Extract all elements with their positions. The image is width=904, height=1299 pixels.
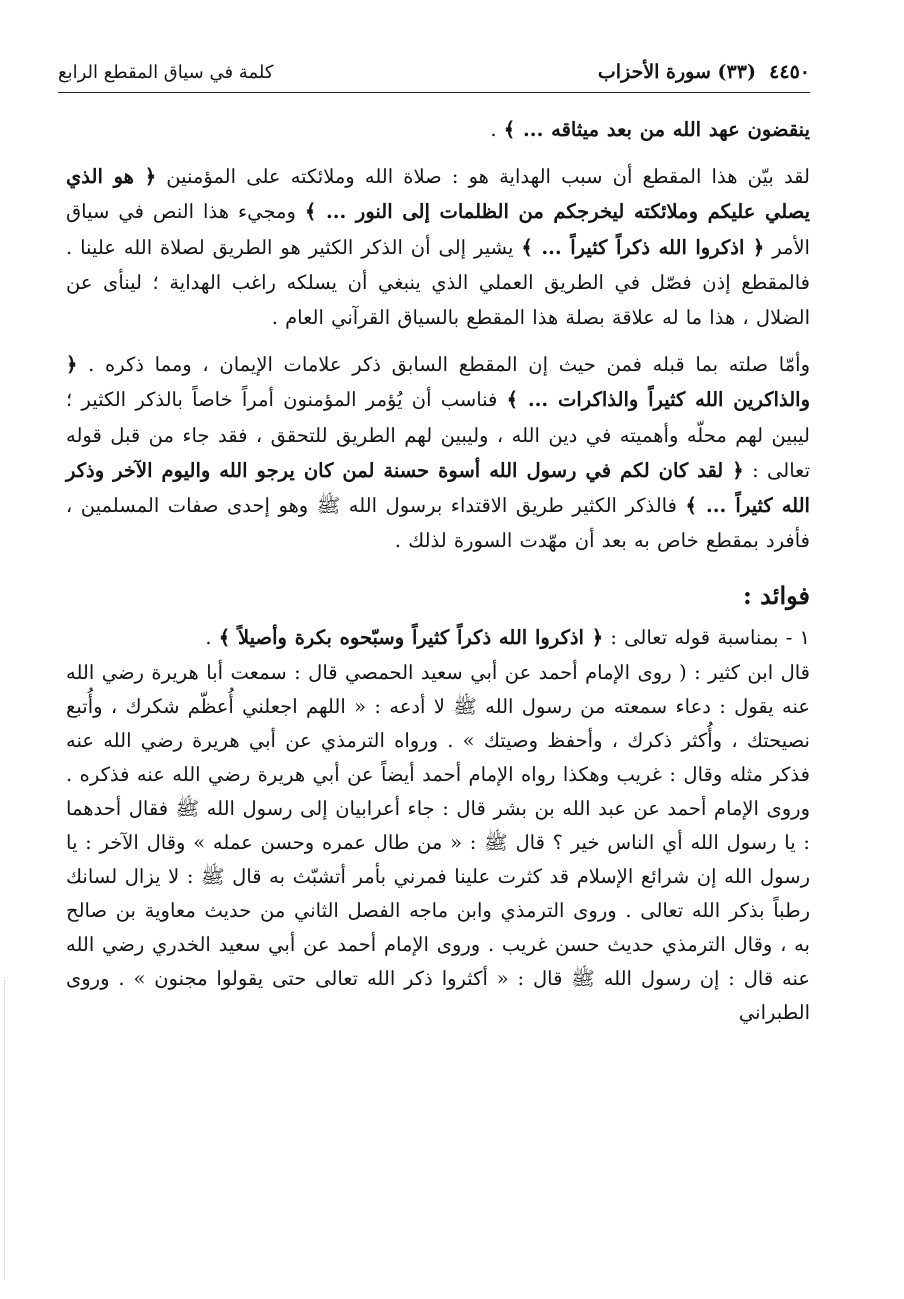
quran-quote: ﴿ والذاكرين الله كثيراً والذاكرات ... ﴾ (66, 353, 810, 412)
surah-reference: (٣٣) سورة الأحزاب (597, 61, 756, 83)
paragraph-guidance (66, 159, 810, 335)
text-run: ومجيء هذا النص في سياق الأمر (66, 200, 810, 259)
page-header-right (598, 61, 810, 83)
spacer (66, 147, 810, 159)
text-run: يشير إلى أن الذكر الكثير هو الطريق لصلاة الله علينا . فالمقطع إذن فصّل في الطريق العملي الذي ينبغي أن يسلكه راغب الهداية ؛ لينأى عن الضلال ، هذا ما له علاقة بصلة هذا المقطع بالسياق القرآني العام . (66, 235, 810, 330)
section-title: كلمة في سياق المقطع الرابع (58, 61, 274, 83)
spacer (66, 335, 810, 347)
margin-dots (4, 980, 7, 1280)
section-heading: فوائد : (742, 581, 810, 611)
text-run: فالذكر الكثير طريق الاقتداء برسول الله ﷺ وهو إحدى صفات المسلمين ، فأفرد بمقطع خاص به بعد أن مهّدت السورة لذلك . (66, 494, 810, 553)
text-run: فناسب أن يُؤمر المؤمنون أمراً خاصاً بالذكر الكثير ؛ ليبين لهم محلّه وأهميته في دين الله ، وليبين لهم الطريق للتحقق ، فقد جاء من قبل قوله تعالى : (66, 388, 811, 482)
page-number: ٤٤٥٠ (769, 61, 810, 83)
benefit-item-1 (66, 620, 810, 655)
header-rule (58, 92, 810, 93)
quran-quote: ﴿ لقد كان لكم في رسول الله أسوة حسنة لمن كان يرجو الله واليوم الآخر وذكر الله كثيراً ... ﴾ (66, 458, 810, 518)
quran-quote: ينقضون عهد الله من بعد ميثاقه ... ﴾ (503, 118, 810, 141)
text-run: ١ - بمناسبة قوله تعالى : (603, 626, 810, 650)
text-run: قال ابن كثير : ( روى الإمام أحمد عن أبي سعيد الحمصي قال : سمعت أبا هريرة رضي الله عنه يقول : دعاء سمعته من رسول الله ﷺ لا أدعه : « اللهم اجعلني أُعظّم شكرك ، وأُتبع نصيحتك ، وأُكثر ذكرك ، وأحفظ وصيتك » . ورواه الترمذي عن أبي هريرة رضي الله عنه فذكر مثله وقال : غريب وهكذا رواه الإمام أحمد أيضاً عن أبي هريرة رضي الله عنه فذكره . وروى الإمام أحمد عن عبد الله بن بشر قال : جاء أعرابيان إلى رسول الله ﷺ فقال أحدهما : يا رسول الله أي الناس خير ؟ قال ﷺ : « من طال عمره وحسن عمله » وقال الآخر : يا رسول الله إن شرائع الإسلام قد كثرت علينا فمرني بأمر أتشبّث به قال ﷺ : لا يزال لسانك رطباً بذكر الله تعالى . وروى الترمذي وابن ماجه الفصل الثاني من حديث معاوية بن صالح به ، وقال الترمذي حديث حسن غريب . وروى الإمام أحمد عن أبي سعيد الخدري رضي الله عنه قال : إن رسول الله ﷺ قال : « أكثروا ذكر الله تعالى حتى يقولوا مجنون » . وروى الطبراني (66, 660, 810, 1024)
quran-quote: ﴿ اذكروا الله ذكراً كثيراً ... ﴾ (521, 235, 765, 259)
text-run: وأمّا صلته بما قبله فمن حيث إن المقطع السابق ذكر علامات الإيمان ، ومما ذكره . (77, 353, 810, 377)
text-run: لقد بيّن هذا المقطع أن سبب الهداية هو : صلاة الله وملائكته على المؤمنين (156, 165, 810, 189)
running-header (58, 54, 810, 90)
paragraph-context (66, 347, 810, 558)
quran-quote: ﴿ اذكروا الله ذكراً كثيراً وسبّحوه بكرة وأصيلاً ﴾ (218, 626, 604, 650)
quran-quote: ﴿ هو الذي يصلي عليكم وملائكته ليخرجكم من الظلمات إلى النور ... ﴾ (66, 165, 810, 224)
text-run: . (205, 626, 219, 650)
spacer (66, 558, 810, 570)
paragraph-continuation (66, 112, 810, 147)
page-body (66, 112, 810, 1030)
paragraph-hadith (66, 656, 810, 1030)
text-run: . (490, 118, 504, 141)
